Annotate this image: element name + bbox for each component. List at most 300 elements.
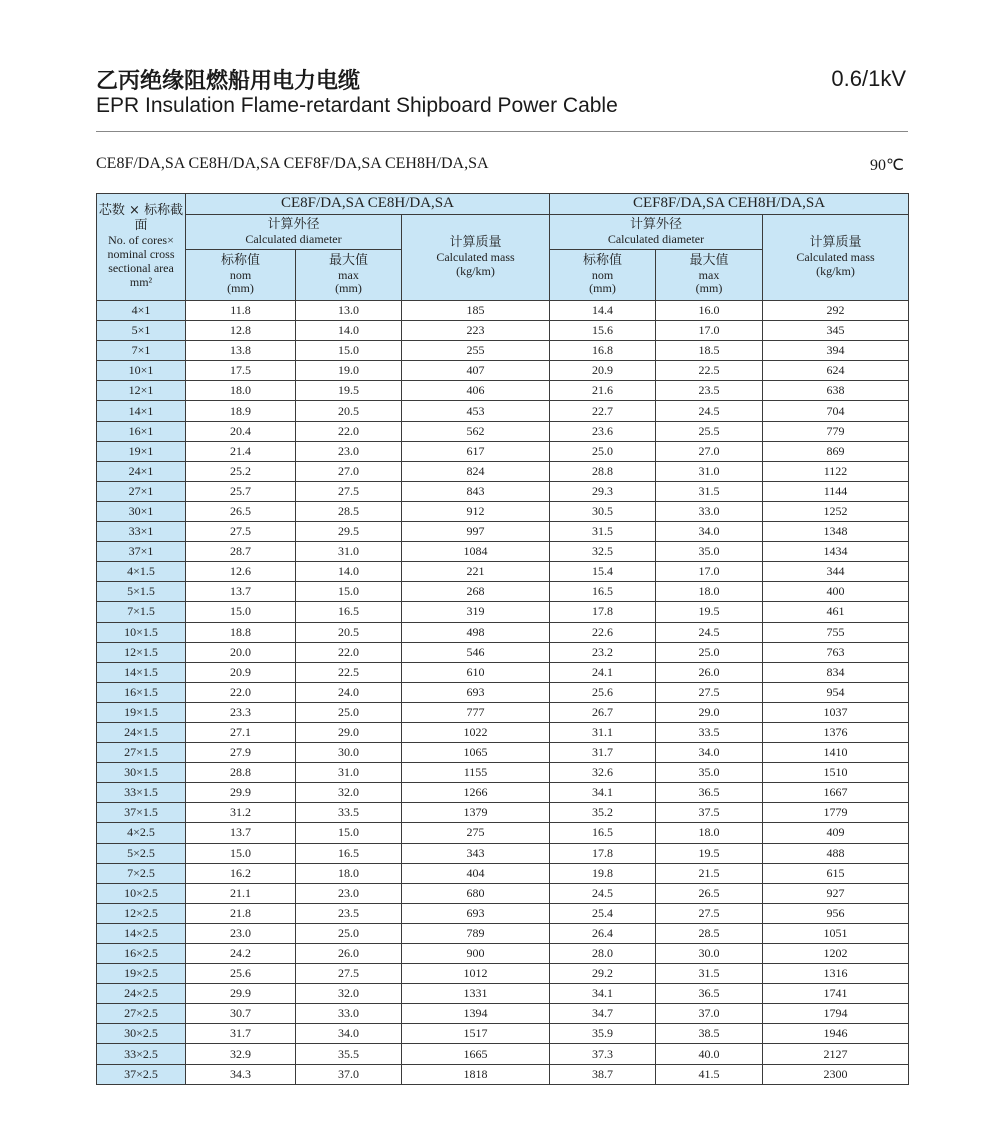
cell-diam-nom-2: 28.8 [550,461,656,481]
cell-mass-1: 1379 [402,803,550,823]
cell-diam-nom-1: 25.7 [186,481,296,501]
header-mass-en: Calculated mass [436,250,515,265]
cell-diam-nom-1: 23.3 [186,702,296,722]
cell-mass-2: 1202 [763,944,909,964]
cell-mass-2: 1434 [763,542,909,562]
cell-diam-max-2: 34.0 [656,743,763,763]
cell-mass-1: 1394 [402,1004,550,1024]
cell-diam-nom-1: 13.7 [186,582,296,602]
cell-diam-max-1: 22.5 [296,662,402,682]
cell-mass-1: 1665 [402,1044,550,1064]
cell-diam-nom-1: 20.9 [186,662,296,682]
cell-diam-nom-2: 34.1 [550,783,656,803]
cell-diam-max-1: 37.0 [296,1064,402,1084]
cell-mass-2: 704 [763,401,909,421]
cell-cores-size: 19×1 [97,441,186,461]
cell-cores-size: 16×1.5 [97,682,186,702]
cell-cores-size: 7×1.5 [97,602,186,622]
cell-diam-max-1: 23.0 [296,441,402,461]
cell-mass-2: 1252 [763,501,909,521]
cell-cores-size: 27×1 [97,481,186,501]
cell-diam-max-1: 27.5 [296,481,402,501]
cell-diam-nom-1: 24.2 [186,944,296,964]
cell-cores-size: 5×2.5 [97,843,186,863]
cell-mass-1: 789 [402,923,550,943]
header-nom-en: nom [229,267,252,282]
table-row [97,863,909,883]
table-row [97,441,909,461]
cell-diam-nom-2: 32.6 [550,763,656,783]
header-mass-cn: 计算质量 [809,235,862,251]
cell-diam-nom-1: 12.8 [186,321,296,341]
cell-mass-2: 1376 [763,722,909,742]
cell-mass-1: 562 [402,421,550,441]
cell-diam-max-1: 27.5 [296,964,402,984]
cell-mass-2: 1667 [763,783,909,803]
header-mm-unit: (mm) [695,281,723,296]
cell-mass-1: 1155 [402,763,550,783]
cell-mass-1: 843 [402,481,550,501]
cell-diam-max-2: 31.5 [656,481,763,501]
cell-diam-max-1: 18.0 [296,863,402,883]
table-body [97,301,909,1085]
cell-diam-nom-2: 34.1 [550,984,656,1004]
cell-diam-nom-2: 15.4 [550,562,656,582]
cell-mass-2: 638 [763,381,909,401]
cell-mass-2: 1410 [763,743,909,763]
header-nom-1 [186,250,296,301]
header-diameter-cn: 计算外径 [267,216,320,232]
table-row [97,301,909,321]
cell-diam-max-2: 18.0 [656,582,763,602]
cell-diam-max-2: 25.5 [656,421,763,441]
cell-mass-2: 1051 [763,923,909,943]
cell-diam-max-1: 32.0 [296,984,402,1004]
cell-diam-max-1: 20.5 [296,401,402,421]
cell-mass-1: 824 [402,461,550,481]
cell-diam-nom-1: 18.8 [186,622,296,642]
cell-cores-size: 4×1.5 [97,562,186,582]
cell-diam-nom-1: 22.0 [186,682,296,702]
cell-mass-2: 779 [763,421,909,441]
cell-diam-max-1: 29.5 [296,522,402,542]
cell-mass-1: 1022 [402,722,550,742]
cell-diam-nom-2: 23.2 [550,642,656,662]
cell-mass-1: 1818 [402,1064,550,1084]
cell-diam-max-2: 38.5 [656,1024,763,1044]
cell-diam-nom-2: 21.6 [550,381,656,401]
cell-mass-2: 1122 [763,461,909,481]
header-mass-en: Calculated mass [796,250,875,265]
voltage-rating: 0.6/1kV [831,66,906,91]
cell-diam-nom-2: 16.5 [550,823,656,843]
cell-diam-nom-1: 28.7 [186,542,296,562]
header-mass-2 [763,215,909,301]
cell-diam-nom-2: 35.9 [550,1024,656,1044]
cell-mass-1: 221 [402,562,550,582]
cell-cores-size: 16×1 [97,421,186,441]
cell-diam-nom-1: 16.2 [186,863,296,883]
table-row [97,923,909,943]
cell-diam-nom-1: 32.9 [186,1044,296,1064]
table-row [97,461,909,481]
cell-mass-2: 615 [763,863,909,883]
cell-diam-nom-1: 25.2 [186,461,296,481]
header-mass-cn: 计算质量 [449,235,502,251]
cell-diam-max-1: 33.5 [296,803,402,823]
cell-mass-1: 185 [402,301,550,321]
cell-diam-max-2: 33.5 [656,722,763,742]
cell-diam-nom-1: 34.3 [186,1064,296,1084]
cell-diam-max-2: 17.0 [656,321,763,341]
cell-diam-nom-2: 25.0 [550,441,656,461]
cell-diam-max-2: 40.0 [656,1044,763,1064]
cell-diam-max-2: 19.5 [656,843,763,863]
cell-diam-nom-1: 13.8 [186,341,296,361]
cell-diam-max-2: 36.5 [656,984,763,1004]
cell-diam-max-2: 33.0 [656,501,763,521]
table-row [97,662,909,682]
cell-diam-nom-2: 14.4 [550,301,656,321]
cell-diam-max-2: 16.0 [656,301,763,321]
cell-diam-nom-2: 38.7 [550,1064,656,1084]
header-max-cn: 最大值 [689,252,729,268]
cell-diam-nom-1: 15.0 [186,843,296,863]
cell-cores-size: 19×1.5 [97,702,186,722]
cell-mass-1: 1331 [402,984,550,1004]
cell-cores-size: 12×1 [97,381,186,401]
header-group-ce8: CE8F/DA,SA CE8H/DA,SA [186,194,550,215]
cell-diam-nom-2: 31.5 [550,522,656,542]
cell-diam-max-1: 20.5 [296,622,402,642]
cell-cores-size: 10×1.5 [97,622,186,642]
cell-diam-nom-2: 26.4 [550,923,656,943]
cell-mass-1: 617 [402,441,550,461]
table-row [97,984,909,1004]
cell-diam-nom-1: 28.8 [186,763,296,783]
cell-diam-nom-1: 17.5 [186,361,296,381]
cell-diam-nom-2: 15.6 [550,321,656,341]
cell-diam-nom-1: 20.0 [186,642,296,662]
cell-diam-max-1: 19.5 [296,381,402,401]
cell-cores-size: 24×1.5 [97,722,186,742]
header-cores-size [97,194,186,301]
cell-diam-max-1: 28.5 [296,501,402,521]
cell-mass-1: 610 [402,662,550,682]
cell-mass-1: 223 [402,321,550,341]
cell-cores-size: 19×2.5 [97,964,186,984]
cell-diam-nom-2: 34.7 [550,1004,656,1024]
cell-diam-nom-2: 37.3 [550,1044,656,1064]
cell-mass-1: 406 [402,381,550,401]
cell-diam-max-1: 25.0 [296,702,402,722]
cell-cores-size: 5×1 [97,321,186,341]
table-row [97,622,909,642]
cell-cores-size: 33×1 [97,522,186,542]
cell-diam-nom-2: 22.7 [550,401,656,421]
cell-diam-max-2: 30.0 [656,944,763,964]
cell-cores-size: 5×1.5 [97,582,186,602]
cell-mass-2: 1037 [763,702,909,722]
temperature-rating: 90℃ [870,157,904,174]
table-row [97,381,909,401]
cell-diam-max-1: 27.0 [296,461,402,481]
cell-diam-max-1: 31.0 [296,763,402,783]
header-mass-1 [402,215,550,301]
table-row [97,1004,909,1024]
cell-cores-size: 12×2.5 [97,903,186,923]
cell-diam-nom-2: 26.7 [550,702,656,722]
cell-mass-1: 255 [402,341,550,361]
cell-diam-max-2: 24.5 [656,401,763,421]
cell-diam-max-1: 26.0 [296,944,402,964]
cell-mass-1: 343 [402,843,550,863]
cell-diam-max-2: 23.5 [656,381,763,401]
cell-mass-1: 693 [402,682,550,702]
cell-diam-max-1: 30.0 [296,743,402,763]
cell-diam-nom-2: 25.6 [550,682,656,702]
cell-diam-max-2: 26.0 [656,662,763,682]
cell-mass-1: 1084 [402,542,550,562]
cell-diam-nom-1: 23.0 [186,923,296,943]
cell-diam-max-1: 29.0 [296,722,402,742]
header-max-1 [296,250,402,301]
cell-diam-nom-1: 31.2 [186,803,296,823]
cell-diam-nom-1: 12.6 [186,562,296,582]
table-row [97,783,909,803]
header-diameter-1 [186,215,402,250]
table-row [97,642,909,662]
cell-diam-nom-2: 19.8 [550,863,656,883]
table-row [97,341,909,361]
cell-cores-size: 10×2.5 [97,883,186,903]
cell-diam-max-2: 27.5 [656,682,763,702]
cell-mass-1: 777 [402,702,550,722]
cable-spec-table [96,193,909,1085]
cell-mass-1: 1266 [402,783,550,803]
cell-diam-nom-2: 24.1 [550,662,656,682]
page-title-chinese: 乙丙绝缘阻燃船用电力电缆 [96,69,361,94]
cell-diam-max-1: 14.0 [296,562,402,582]
cell-cores-size: 24×1 [97,461,186,481]
cell-diam-nom-2: 24.5 [550,883,656,903]
table-row [97,803,909,823]
header-mm-unit: (mm) [227,281,254,296]
cell-diam-nom-1: 15.0 [186,602,296,622]
cell-mass-1: 404 [402,863,550,883]
header-max-2 [656,250,763,301]
cell-mass-2: 1741 [763,984,909,1004]
cell-diam-max-1: 15.0 [296,823,402,843]
cell-diam-max-2: 17.0 [656,562,763,582]
table-row [97,501,909,521]
cell-cores-size: 14×2.5 [97,923,186,943]
cell-cores-size: 10×1 [97,361,186,381]
cell-diam-max-2: 35.0 [656,542,763,562]
cell-diam-nom-1: 27.1 [186,722,296,742]
cell-mass-2: 869 [763,441,909,461]
cell-cores-size: 30×1 [97,501,186,521]
cell-cores-size: 7×2.5 [97,863,186,883]
cell-mass-1: 1012 [402,964,550,984]
cell-mass-2: 624 [763,361,909,381]
cell-diam-max-1: 33.0 [296,1004,402,1024]
cell-diam-max-1: 22.0 [296,421,402,441]
cell-cores-size: 33×2.5 [97,1044,186,1064]
cell-diam-nom-1: 13.7 [186,823,296,843]
cell-diam-max-2: 25.0 [656,642,763,662]
cell-mass-1: 453 [402,401,550,421]
cell-mass-2: 400 [763,582,909,602]
cell-diam-max-2: 27.5 [656,903,763,923]
cell-mass-2: 292 [763,301,909,321]
cell-diam-nom-2: 28.0 [550,944,656,964]
cell-mass-2: 763 [763,642,909,662]
cell-cores-size: 37×1.5 [97,803,186,823]
cell-cores-size: 14×1 [97,401,186,421]
cell-diam-nom-2: 29.2 [550,964,656,984]
cell-diam-max-2: 31.5 [656,964,763,984]
cell-diam-nom-2: 35.2 [550,803,656,823]
table-row [97,883,909,903]
cell-diam-nom-1: 30.7 [186,1004,296,1024]
cell-mass-1: 275 [402,823,550,843]
cell-diam-max-1: 31.0 [296,542,402,562]
cell-diam-nom-1: 21.1 [186,883,296,903]
table-row [97,401,909,421]
table-row [97,722,909,742]
header-nom-en: nom [591,267,614,282]
cell-diam-max-2: 35.0 [656,763,763,783]
cell-diam-max-2: 28.5 [656,923,763,943]
cell-diam-max-1: 19.0 [296,361,402,381]
table-row [97,421,909,441]
cell-diam-max-2: 37.5 [656,803,763,823]
cell-diam-nom-2: 16.5 [550,582,656,602]
cell-mass-2: 927 [763,883,909,903]
cell-mass-1: 319 [402,602,550,622]
table-row [97,1044,909,1064]
cell-diam-max-2: 27.0 [656,441,763,461]
cell-diam-max-2: 18.0 [656,823,763,843]
cell-mass-2: 1794 [763,1004,909,1024]
cell-mass-2: 1144 [763,481,909,501]
table-row [97,481,909,501]
cell-mass-1: 693 [402,903,550,923]
table-row [97,542,909,562]
cell-mass-2: 488 [763,843,909,863]
cell-diam-nom-2: 30.5 [550,501,656,521]
header-nom-2 [550,250,656,301]
table-row [97,522,909,542]
cell-cores-size: 27×2.5 [97,1004,186,1024]
cell-diam-nom-2: 17.8 [550,843,656,863]
cell-diam-nom-2: 29.3 [550,481,656,501]
cell-cores-size: 24×2.5 [97,984,186,1004]
cell-diam-nom-1: 21.8 [186,903,296,923]
header-mass-unit: (kg/km) [456,263,495,278]
cell-cores-size: 30×2.5 [97,1024,186,1044]
cell-diam-max-2: 26.5 [656,883,763,903]
cell-cores-size: 7×1 [97,341,186,361]
cell-diam-nom-1: 29.9 [186,783,296,803]
cell-diam-nom-2: 20.9 [550,361,656,381]
cell-cores-size: 33×1.5 [97,783,186,803]
cell-diam-nom-1: 25.6 [186,964,296,984]
cell-diam-max-1: 14.0 [296,321,402,341]
header-cores-size-cn: 芯数 × 标称截面 [98,203,184,234]
cell-mass-2: 1510 [763,763,909,783]
cell-cores-size: 37×2.5 [97,1064,186,1084]
cell-diam-max-2: 29.0 [656,702,763,722]
cell-diam-max-1: 15.0 [296,341,402,361]
cell-diam-nom-1: 11.8 [186,301,296,321]
cell-cores-size: 30×1.5 [97,763,186,783]
cell-diam-max-1: 32.0 [296,783,402,803]
cell-cores-size: 27×1.5 [97,743,186,763]
header-max-en: max [698,267,720,282]
table-row [97,361,909,381]
cell-diam-max-2: 37.0 [656,1004,763,1024]
table-row [97,964,909,984]
cell-diam-max-1: 34.0 [296,1024,402,1044]
cell-diam-max-1: 23.5 [296,903,402,923]
header-max-en: max [338,267,359,282]
cell-diam-nom-1: 26.5 [186,501,296,521]
cell-mass-1: 407 [402,361,550,381]
cell-diam-nom-1: 21.4 [186,441,296,461]
cell-diam-nom-1: 18.9 [186,401,296,421]
table-row [97,562,909,582]
table-row [97,944,909,964]
model-list: CE8F/DA,SA CE8H/DA,SA CEF8F/DA,SA CEH8H/DA,SA [96,155,489,172]
cell-diam-nom-1: 20.4 [186,421,296,441]
table-row [97,903,909,923]
page-title-english: EPR Insulation Flame-retardant Shipboard Power Cable [96,94,618,117]
cell-mass-2: 2300 [763,1064,909,1084]
cell-cores-size: 16×2.5 [97,944,186,964]
cell-diam-max-1: 16.5 [296,843,402,863]
cell-diam-max-2: 22.5 [656,361,763,381]
table-row [97,682,909,702]
cell-diam-max-1: 22.0 [296,642,402,662]
cell-diam-nom-2: 32.5 [550,542,656,562]
cell-mass-1: 912 [402,501,550,521]
cell-mass-1: 997 [402,522,550,542]
cell-diam-nom-1: 31.7 [186,1024,296,1044]
cell-diam-max-1: 15.0 [296,582,402,602]
cell-mass-2: 461 [763,602,909,622]
header-group-cef8: CEF8F/DA,SA CEH8H/DA,SA [550,194,909,215]
header-max-cn: 最大值 [328,252,368,268]
cell-mass-2: 956 [763,903,909,923]
header-diameter-cn: 计算外径 [629,216,682,232]
cell-mass-1: 498 [402,622,550,642]
cell-diam-max-2: 19.5 [656,602,763,622]
header-nom-cn: 标称值 [582,252,622,268]
header-diameter-2 [550,215,763,250]
cell-cores-size: 4×1 [97,301,186,321]
cell-diam-max-1: 25.0 [296,923,402,943]
cell-mass-2: 1348 [763,522,909,542]
cell-mass-1: 546 [402,642,550,662]
cell-mass-2: 1316 [763,964,909,984]
cell-cores-size: 12×1.5 [97,642,186,662]
header-diameter-en: Calculated diameter [607,231,705,246]
cell-diam-max-2: 34.0 [656,522,763,542]
header-cores-size-unit: mm² [129,274,153,289]
cell-mass-2: 2127 [763,1044,909,1064]
